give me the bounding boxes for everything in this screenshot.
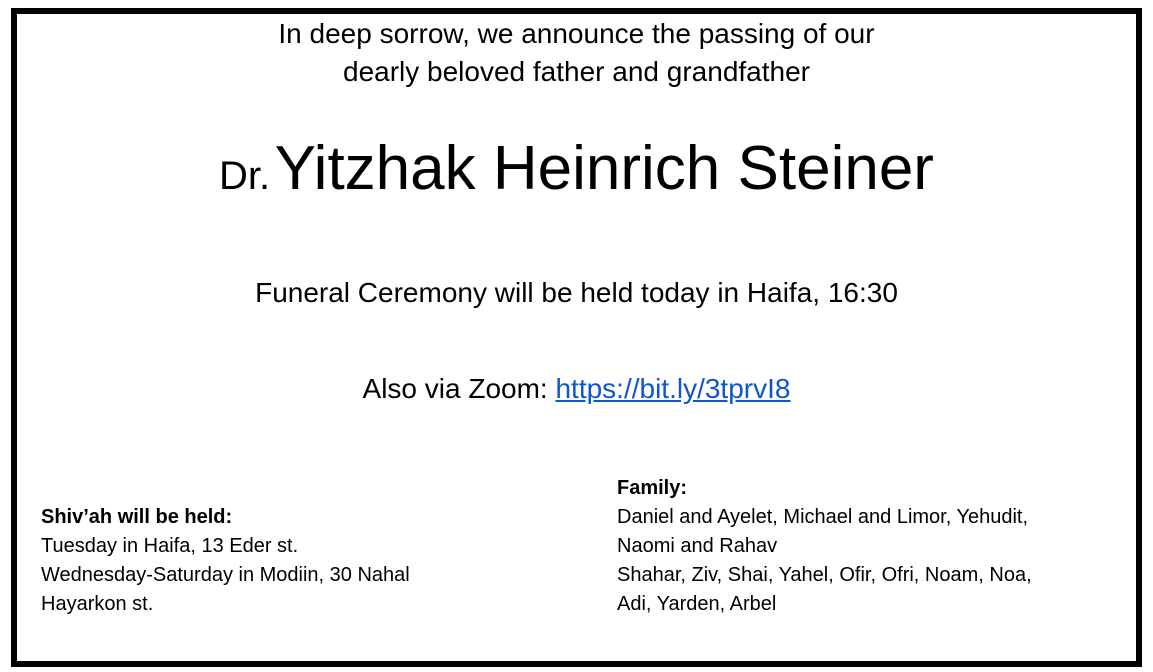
family-line: Daniel and Ayelet, Michael and Limor, Yehudit, — [617, 506, 1029, 528]
intro-line-1: In deep sorrow, we announce the passing of our — [278, 18, 875, 49]
zoom-link[interactable]: https://bit.ly/3tprvI8 — [555, 373, 791, 404]
family-line: Naomi and Rahav — [617, 535, 778, 557]
shivah-line: Tuesday in Haifa, 13 Eder st. — [41, 535, 299, 557]
shivah-line: Hayarkon st. — [41, 593, 154, 615]
shivah-heading: Shiv’ah will be held: — [41, 506, 233, 528]
family-heading: Family: — [617, 477, 688, 499]
family-line: Shahar, Ziv, Shai, Yahel, Ofir, Ofri, Noam, Noa, — [617, 564, 1032, 586]
funeral-details: Funeral Ceremony will be held today in Haifa, 16:30 — [255, 277, 898, 308]
deceased-name: Yitzhak Heinrich Steiner — [274, 134, 934, 203]
shivah-line: Wednesday-Saturday in Modiin, 30 Nahal — [41, 564, 410, 586]
family-line: Adi, Yarden, Arbel — [617, 593, 777, 615]
zoom-line — [0, 369, 1153, 409]
intro-line-2: dearly beloved father and grandfather — [343, 56, 810, 87]
family-section — [617, 474, 1097, 619]
deceased-name-line — [0, 133, 1153, 204]
name-prefix: Dr. — [219, 154, 271, 198]
zoom-label: Also via Zoom: — [362, 373, 548, 404]
shivah-section — [41, 503, 511, 619]
